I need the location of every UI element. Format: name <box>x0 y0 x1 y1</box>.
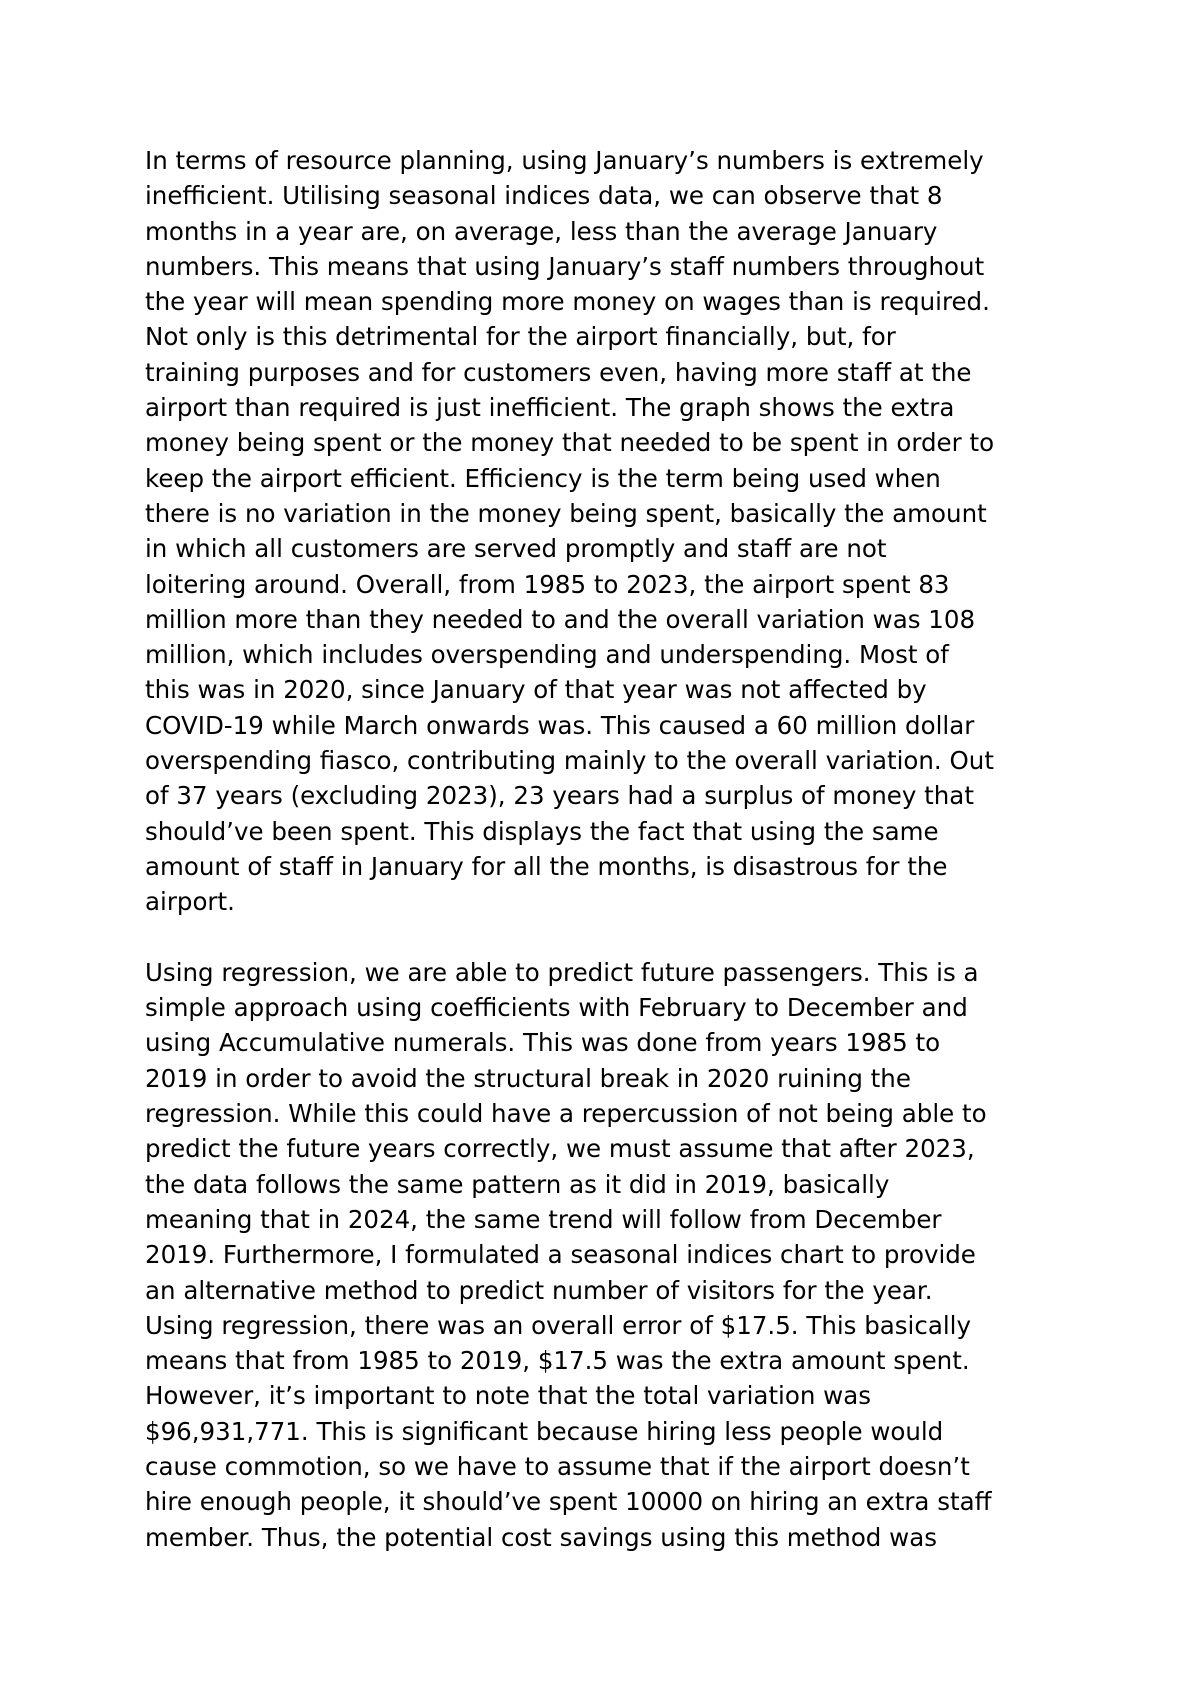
text-line: in which all customers are served promptly and staff are not <box>145 534 887 564</box>
text-line: the year will mean spending more money on wages than is required. <box>145 287 990 317</box>
text-line: money being spent or the money that needed to be spent in order to <box>145 428 995 458</box>
text-line: COVID-19 while March onwards was. This caused a 60 million dollar <box>145 710 975 740</box>
text-line: loitering around. Overall, from 1985 to 2023, the airport spent 83 <box>145 569 950 599</box>
text-line: 2019. Furthermore, I formulated a seasonal indices chart to provide <box>145 1240 976 1270</box>
text-line: inefficient. Utilising seasonal indices data, we can observe that 8 <box>145 181 943 211</box>
text-line: In terms of resource planning, using January’s numbers is extremely <box>145 146 984 175</box>
text-line: meaning that in 2024, the same trend will follow from December <box>145 1204 942 1234</box>
text-line: hire enough people, it should’ve spent 10000 on hiring an extra staff <box>145 1487 992 1517</box>
text-line: this was in 2020, since January of that year was not affected by <box>145 675 927 705</box>
text-line: Not only is this detrimental for the airport financially, but, for <box>145 322 896 352</box>
paragraph-resource-planning <box>145 143 1080 920</box>
text-line: keep the airport efficient. Efficiency is the term being used when <box>145 463 941 493</box>
text-line: Using regression, we are able to predict future passengers. This is a <box>145 957 979 987</box>
text-line: using Accumulative numerals. This was done from years 1985 to <box>145 1028 941 1058</box>
text-line: Using regression, there was an overall error of $17.5. This basically <box>145 1310 971 1340</box>
text-line: an alternative method to predict number of visitors for the year. <box>145 1275 933 1305</box>
text-line: overspending fiasco, contributing mainly to the overall variation. Out <box>145 746 994 776</box>
text-line: simple approach using coefficients with February to December and <box>145 993 968 1023</box>
text-line: training purposes and for customers even, having more staff at the <box>145 357 972 387</box>
document-body <box>145 143 1080 1555</box>
text-line: predict the future years correctly, we must assume that after 2023, <box>145 1134 975 1164</box>
paragraph-regression <box>145 955 1080 1555</box>
text-line: airport. <box>145 887 235 917</box>
text-line: million, which includes overspending and underspending. Most of <box>145 640 949 670</box>
text-line: member. Thus, the potential cost savings using this method was <box>145 1522 937 1552</box>
text-line: months in a year are, on average, less than the average January <box>145 216 938 246</box>
paragraph-gap <box>145 920 1080 955</box>
text-line: million more than they needed to and the overall variation was 108 <box>145 604 976 634</box>
text-line: the data follows the same pattern as it did in 2019, basically <box>145 1169 890 1199</box>
text-line: regression. While this could have a repercussion of not being able to <box>145 1099 987 1129</box>
text-line: amount of staff in January for all the months, is disastrous for the <box>145 851 948 881</box>
text-line: $96,931,771. This is significant because hiring less people would <box>145 1416 944 1446</box>
text-line: means that from 1985 to 2019, $17.5 was the extra amount spent. <box>145 1346 970 1376</box>
text-line: numbers. This means that using January’s staff numbers throughout <box>145 251 985 281</box>
text-line: of 37 years (excluding 2023), 23 years had a surplus of money that <box>145 781 974 811</box>
text-line: cause commotion, so we have to assume that if the airport doesn’t <box>145 1451 970 1481</box>
text-line: 2019 in order to avoid the structural break in 2020 ruining the <box>145 1063 911 1093</box>
text-line: airport than required is just inefficient. The graph shows the extra <box>145 393 955 423</box>
text-line: there is no variation in the money being spent, basically the amount <box>145 498 987 528</box>
text-line: should’ve been spent. This displays the fact that using the same <box>145 816 939 846</box>
text-line: However, it’s important to note that the total variation was <box>145 1381 871 1411</box>
